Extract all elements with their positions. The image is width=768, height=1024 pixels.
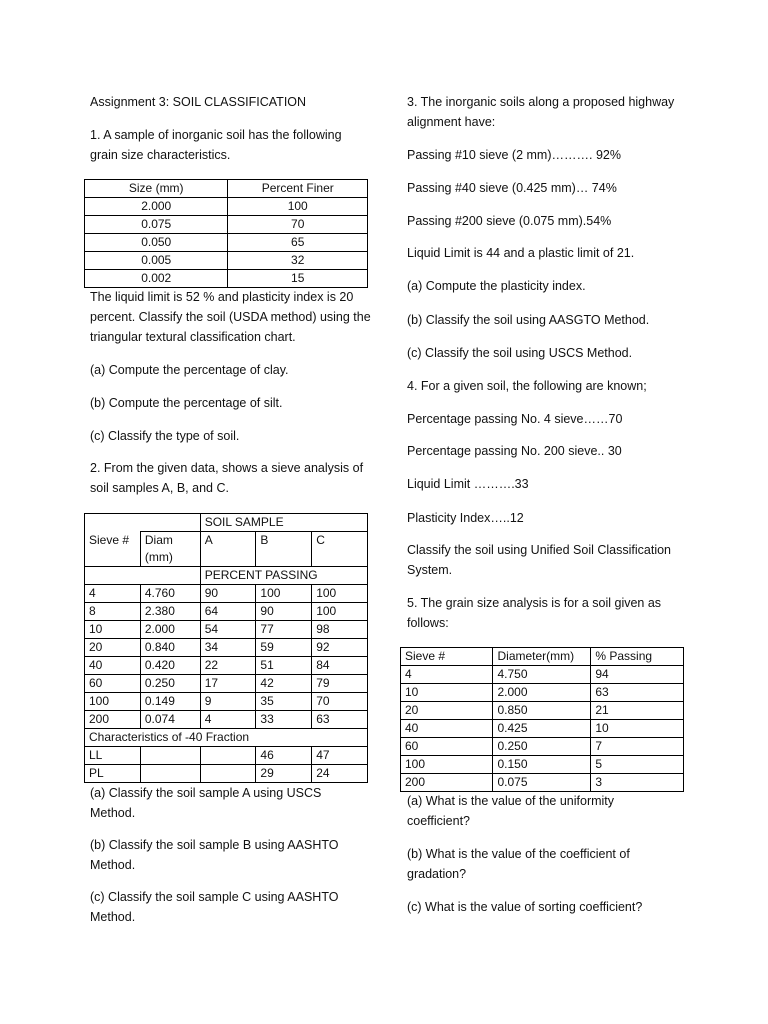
column-header: % Passing xyxy=(591,648,684,666)
cell: 0.250 xyxy=(140,675,200,693)
table-row xyxy=(85,747,368,765)
cell: 4 xyxy=(85,585,141,603)
cell: 65 xyxy=(228,234,368,252)
q5-intro: 5. The grain size analysis is for a soil given as follows: xyxy=(407,596,662,630)
cell: 63 xyxy=(312,711,368,729)
q3-line-3: Passing #200 sieve (0.075 mm).54% xyxy=(407,214,612,228)
q1-part-b: (b) Compute the percentage of silt. xyxy=(90,396,283,410)
cell: 10 xyxy=(591,720,684,738)
column-header: A xyxy=(200,532,256,567)
cell: 22 xyxy=(200,657,256,675)
q4-line-2: Percentage passing No. 200 sieve.. 30 xyxy=(407,444,622,458)
table-header-row xyxy=(85,180,368,198)
assignment-title: Assignment 3: SOIL CLASSIFICATION xyxy=(90,95,307,109)
cell: 0.150 xyxy=(493,756,591,774)
cell: 2.000 xyxy=(493,684,591,702)
cell: 10 xyxy=(401,684,493,702)
cell: 0.425 xyxy=(493,720,591,738)
cell: 2.000 xyxy=(140,621,200,639)
q3-line-1: Passing #10 sieve (2 mm)………. 92% xyxy=(407,148,621,162)
q3-part-a: (a) Compute the plasticity index. xyxy=(407,279,586,293)
cell: 90 xyxy=(200,585,256,603)
column-header: Diameter(mm) xyxy=(493,648,591,666)
table-row xyxy=(401,756,684,774)
cell: 60 xyxy=(85,675,141,693)
table-header-row xyxy=(85,532,368,567)
cell: 200 xyxy=(401,774,493,792)
column-header: B xyxy=(256,532,312,567)
cell: 0.420 xyxy=(140,657,200,675)
cell: 60 xyxy=(401,738,493,756)
cell: 2.000 xyxy=(85,198,228,216)
cell: 54 xyxy=(200,621,256,639)
table-row xyxy=(85,675,368,693)
column-header: Sieve # xyxy=(401,648,493,666)
cell: 70 xyxy=(228,216,368,234)
table-row xyxy=(85,729,368,747)
q3-line-2: Passing #40 sieve (0.425 mm)… 74% xyxy=(407,181,617,195)
cell: 10 xyxy=(85,621,141,639)
cell: 0.050 xyxy=(85,234,228,252)
cell xyxy=(140,747,200,765)
table-row xyxy=(85,711,368,729)
table-row xyxy=(401,720,684,738)
cell: 100 xyxy=(256,585,312,603)
cell: 40 xyxy=(401,720,493,738)
column-header: Diam (mm) xyxy=(140,532,200,567)
table-row xyxy=(401,702,684,720)
column-header: C xyxy=(312,532,368,567)
characteristics-header: Characteristics of -40 Fraction xyxy=(85,729,368,747)
cell: 34 xyxy=(200,639,256,657)
cell: 90 xyxy=(256,603,312,621)
q1-part-a: (a) Compute the percentage of clay. xyxy=(90,363,289,377)
table-row xyxy=(85,252,368,270)
soil-sample-header: SOIL SAMPLE xyxy=(200,514,367,532)
q3-part-c: (c) Classify the soil using USCS Method. xyxy=(407,346,633,360)
cell: 51 xyxy=(256,657,312,675)
cell: 20 xyxy=(401,702,493,720)
percent-passing-header: PERCENT PASSING xyxy=(200,567,367,585)
cell: 4 xyxy=(200,711,256,729)
cell: 9 xyxy=(200,693,256,711)
q5-grain-size-table xyxy=(400,647,684,792)
q2-intro: 2. From the given data, shows a sieve analysis of soil samples A, B, and C. xyxy=(90,461,364,495)
cell: 46 xyxy=(256,747,312,765)
table-row xyxy=(85,234,368,252)
cell: 0.850 xyxy=(493,702,591,720)
cell: 4.760 xyxy=(140,585,200,603)
cell: LL xyxy=(85,747,141,765)
q2-sieve-analysis-table xyxy=(84,513,368,783)
cell: 42 xyxy=(256,675,312,693)
cell: 84 xyxy=(312,657,368,675)
q4-line-1: Percentage passing No. 4 sieve……70 xyxy=(407,412,623,426)
cell xyxy=(200,747,256,765)
table-row xyxy=(85,585,368,603)
q1-intro: 1. A sample of inorganic soil has the following grain size characteristics. xyxy=(90,128,342,162)
cell: 0.075 xyxy=(493,774,591,792)
cell: 4.750 xyxy=(493,666,591,684)
cell: 3 xyxy=(591,774,684,792)
q3-intro: 3. The inorganic soils along a proposed highway alignment have: xyxy=(407,95,675,129)
cell: 0.074 xyxy=(140,711,200,729)
q3-part-b: (b) Classify the soil using AASGTO Method. xyxy=(407,313,650,327)
cell: 0.005 xyxy=(85,252,228,270)
table-row xyxy=(401,738,684,756)
cell: 35 xyxy=(256,693,312,711)
table-row xyxy=(85,198,368,216)
cell: 70 xyxy=(312,693,368,711)
cell: 33 xyxy=(256,711,312,729)
table-row xyxy=(85,216,368,234)
table-row xyxy=(85,639,368,657)
table-row xyxy=(85,270,368,288)
q5-part-c: (c) What is the value of sorting coefficient? xyxy=(407,900,643,914)
table-row xyxy=(401,666,684,684)
cell: 100 xyxy=(312,603,368,621)
q4-line-4: Plasticity Index…..12 xyxy=(407,511,524,525)
cell: 100 xyxy=(228,198,368,216)
cell: 79 xyxy=(312,675,368,693)
cell: PL xyxy=(85,765,141,783)
cell: 77 xyxy=(256,621,312,639)
table-header-row xyxy=(401,648,684,666)
cell: 20 xyxy=(85,639,141,657)
cell xyxy=(200,765,256,783)
table-row xyxy=(401,684,684,702)
q4-text: Classify the soil using Unified Soil Classification System. xyxy=(407,543,672,577)
cell: 5 xyxy=(591,756,684,774)
q3-line-4: Liquid Limit is 44 and a plastic limit of 21. xyxy=(407,246,635,260)
table-row xyxy=(85,765,368,783)
table-header-row xyxy=(85,567,368,585)
cell: 59 xyxy=(256,639,312,657)
cell: 24 xyxy=(312,765,368,783)
q1-part-c: (c) Classify the type of soil. xyxy=(90,429,240,443)
table-row xyxy=(85,603,368,621)
column-header: Percent Finer xyxy=(228,180,368,198)
column-header: Size (mm) xyxy=(85,180,228,198)
cell: 0.250 xyxy=(493,738,591,756)
cell: 100 xyxy=(401,756,493,774)
cell: 29 xyxy=(256,765,312,783)
cell: 8 xyxy=(85,603,141,621)
cell: 47 xyxy=(312,747,368,765)
table-row xyxy=(85,657,368,675)
q2-part-b: (b) Classify the soil sample B using AASHTO Method. xyxy=(90,838,339,872)
cell: 0.075 xyxy=(85,216,228,234)
cell: 200 xyxy=(85,711,141,729)
cell: 4 xyxy=(401,666,493,684)
table-header-row xyxy=(85,514,368,532)
cell: 32 xyxy=(228,252,368,270)
cell: 64 xyxy=(200,603,256,621)
q1-text: The liquid limit is 52 % and plasticity index is 20 percent. Classify the soil (USDA method) using the triangular textural classification chart. xyxy=(90,290,371,344)
cell: 100 xyxy=(85,693,141,711)
cell: 40 xyxy=(85,657,141,675)
cell: 21 xyxy=(591,702,684,720)
cell: 0.840 xyxy=(140,639,200,657)
cell: 17 xyxy=(200,675,256,693)
table-row xyxy=(85,621,368,639)
q5-part-a: (a) What is the value of the uniformity coefficient? xyxy=(407,794,615,828)
cell: 15 xyxy=(228,270,368,288)
table-row xyxy=(85,693,368,711)
cell: 94 xyxy=(591,666,684,684)
cell xyxy=(140,765,200,783)
cell: 63 xyxy=(591,684,684,702)
cell: 0.149 xyxy=(140,693,200,711)
q4-intro: 4. For a given soil, the following are known; xyxy=(407,379,647,393)
cell: 100 xyxy=(312,585,368,603)
table-row xyxy=(401,774,684,792)
q2-part-c: (c) Classify the soil sample C using AASHTO Method. xyxy=(90,890,339,924)
column-header: Sieve # xyxy=(85,532,141,567)
cell: 0.002 xyxy=(85,270,228,288)
q1-grain-size-table xyxy=(84,179,368,288)
q2-part-a: (a) Classify the soil sample A using USCS Method. xyxy=(90,786,322,820)
cell: 2.380 xyxy=(140,603,200,621)
q4-line-3: Liquid Limit ……….33 xyxy=(407,477,529,491)
cell: 92 xyxy=(312,639,368,657)
cell: 7 xyxy=(591,738,684,756)
cell: 98 xyxy=(312,621,368,639)
q5-part-b: (b) What is the value of the coefficient of gradation? xyxy=(407,847,630,881)
